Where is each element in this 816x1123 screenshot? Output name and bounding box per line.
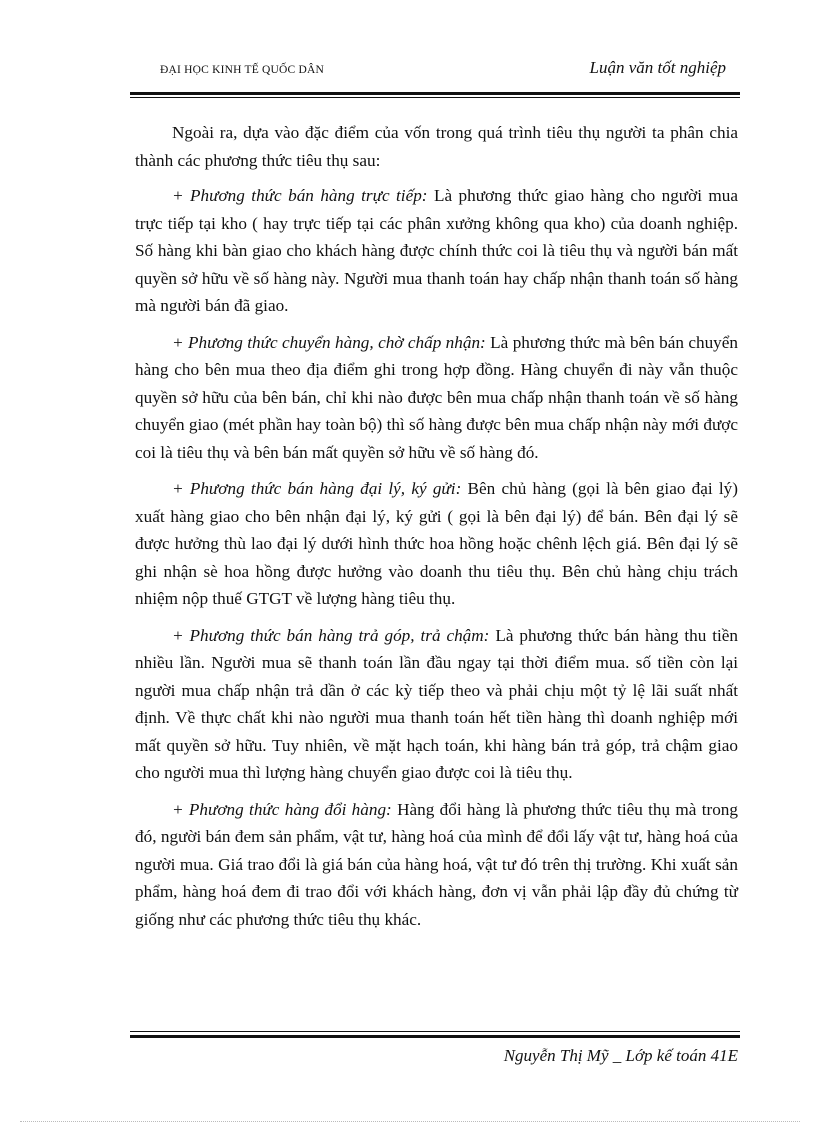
paragraph-lead: + Phương thức hàng đổi hàng: [172,799,392,819]
footer-rule-thick [130,1035,740,1038]
thesis-title: Luận văn tốt nghiệp [589,58,726,77]
footer-rule-thin [130,1031,740,1032]
page-bottom-edge [20,1121,800,1122]
paragraph-direct-sale [135,182,738,320]
paragraph-text: Ngoài ra, dựa vào đặc điểm của vốn trong quá trình tiêu thụ người ta phân chia thành các phương thức tiêu thụ sau: [135,123,738,170]
paragraph-intro [135,119,738,174]
paragraph-barter [135,796,738,934]
paragraph-lead: + Phương thức chuyển hàng, chờ chấp nhận: [172,332,486,352]
paragraph-lead: + Phương thức bán hàng trực tiếp: [172,186,428,205]
paragraph-text: Là phương thức giao hàng cho người mua trực tiếp tại kho ( hay trực tiếp tại các phân xưởng không qua kho) của doanh nghiệp. Số hàng khi bàn giao cho khách hàng được chính thức coi là tiêu thụ và người bán mất quyền sở hữu về số hàng này. Người mua thanh toán hay chấp nhận thanh toán số hàng mà người bán đã giao. [135,186,739,315]
body-text [135,119,738,942]
paragraph-text: Bên chủ hàng (gọi là bên giao đại lý) xuất hàng giao cho bên nhận đại lý, ký gửi ( gọi là bên đại lý) để bán. Bên đại lý sẽ được hưởng thù lao đại lý dưới hình thức hoa hồng hoặc chênh lệch giá. Bên đại lý sẽ ghi nhận sè hoa hồng được hưởng vào doanh thu tiêu thụ. Bên chủ hàng chịu trách nhiệm nộp thuế GTGT về lượng hàng tiêu thụ. [135,479,738,608]
paragraph-text: Hàng đổi hàng là phương thức tiêu thụ mà trong đó, người bán đem sản phẩm, vật tư, hàng hoá của mình để đổi lấy vật tư, hàng hoá của người mua. Giá trao đổi là giá bán của hàng hoá, vật tư đó trên thị trường. Khi xuất sản phẩm, hàng hoá đem đi trao đổi với khách hàng, đơn vị vẫn phải lập đầy đủ chứng từ giống như các phương thức tiêu thụ khác. [135,799,738,929]
paragraph-lead: + Phương thức bán hàng trả góp, trả chậm: [172,625,490,645]
paragraph-installment [135,622,738,787]
page-header [130,58,740,86]
page-footer: Nguyễn Thị Mỹ _ Lớp kế toán 41E [503,1046,738,1065]
paragraph-agency-consignment [135,475,738,613]
paragraph-text: Là phương thức mà bên bán chuyển hàng cho bên mua theo địa điểm ghi trong hợp đồng. Hàng chuyển đi này vẫn thuộc quyền sở hữu của bên bán, chỉ khi nào được bên mua chấp nhận thanh toán về số hàng chuyển giao (mét phần hay toàn bộ) thì số hàng được bên mua chấp nhận này mới được coi là tiêu thụ và bên bán mất quyền sở hữu về số hàng đó. [135,332,738,462]
paragraph-lead: + Phương thức bán hàng đại lý, ký gửi: [172,479,462,498]
paragraph-shipment-acceptance [135,329,738,467]
header-rule-thin [130,97,740,98]
paragraph-text: Là phương thức bán hàng thu tiền nhiều lần. Người mua sẽ thanh toán lần đầu ngay tại thời điểm mua. số tiền còn lại người mua chấp nhận trả dần ở các kỳ tiếp theo và phải chịu một tỷ lệ lãi suất nhất định. Về thực chất khi nào người mua thanh toán hết tiền hàng thì doanh nghiệp mới mất quyền sở hữu. Tuy nhiên, về mặt hạch toán, khi hàng bán trả góp, trả chậm giao cho người mua thì lượng hàng chuyển giao được coi là tiêu thụ. [135,625,738,782]
university-name: ĐẠI HỌC KINH TẾ QUỐC DÂN [160,64,324,76]
header-rule-thick [130,92,740,95]
